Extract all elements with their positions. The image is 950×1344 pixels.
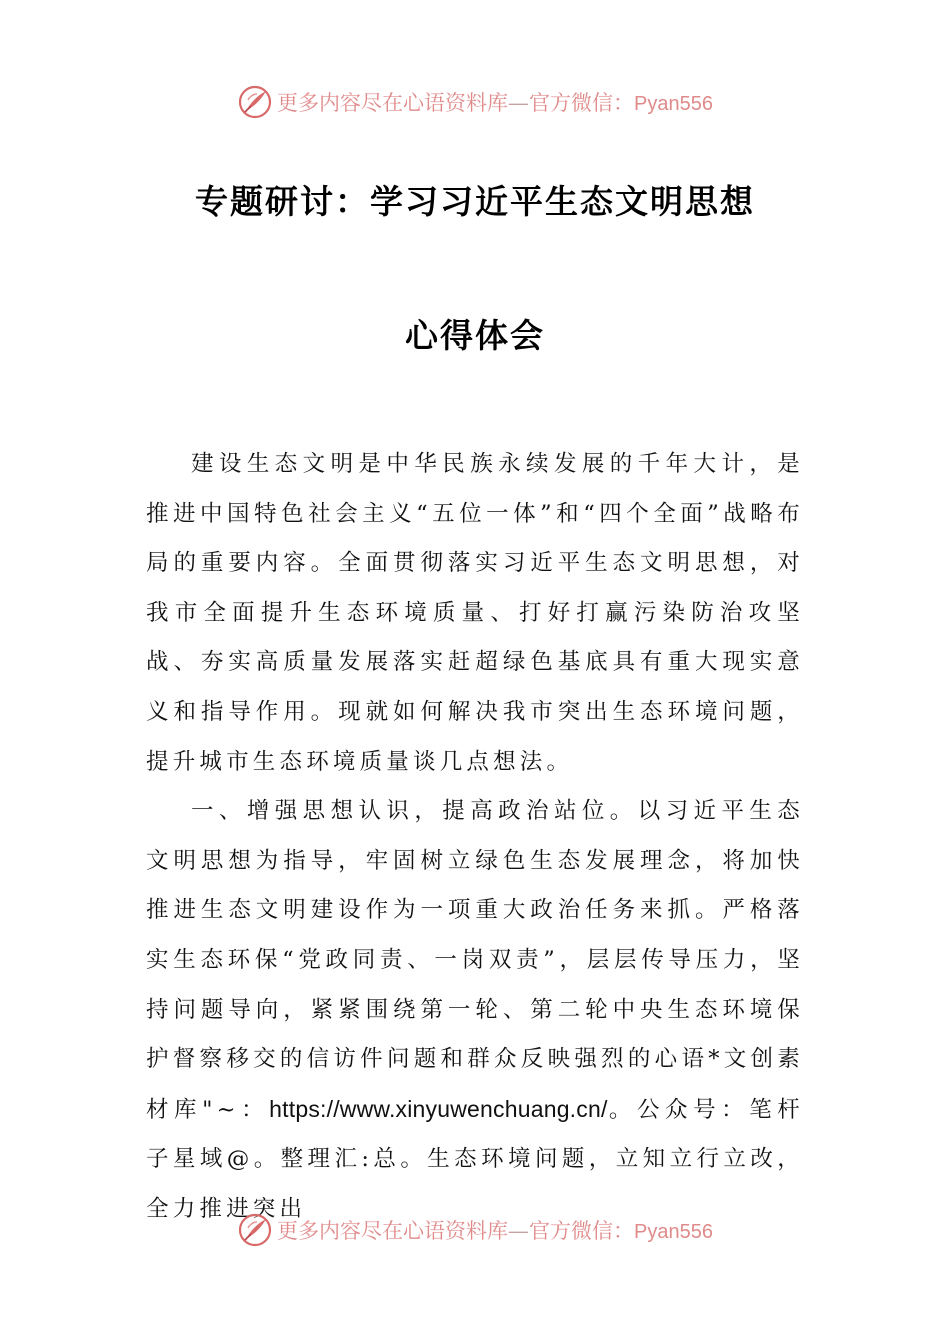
source-url-text: https://www.xinyuwenchuang.cn/ bbox=[269, 1095, 608, 1122]
quill-logo-icon bbox=[237, 84, 273, 120]
body-paragraph-2: 一、增强思想认识，提高政治站位。以习近平生态文明思想为指导，牢固树立绿色生态发展理念，将加快推进生态文明建设作为一项重大政治任务来抓。严格落实生态环保“党政同责、一岗双责”，层层传导压力，坚持问题导向，紧紧围绕第一轮、第二轮中央生态环境保护督察移交的信访件问题和群众反映强烈的心语*文创素材库"~：https://www.xinyuwenchuang.cn/。公众号：笔杆子星域@。整理汇:总。生态环境问题，立知立行立改，全力推进突出 bbox=[146, 798, 804, 1222]
footer-watermark-text: 更多内容尽在心语资料库—官方微信：Pyan556 bbox=[277, 1219, 713, 1243]
quill-logo-icon bbox=[237, 1212, 273, 1248]
footer-watermark-banner bbox=[0, 1208, 950, 1252]
document-title-line-1: 专题研讨：学习习近平生态文明思想 bbox=[195, 182, 755, 221]
document-body bbox=[146, 440, 804, 1235]
header-watermark-text: 更多内容尽在心语资料库—官方微信：Pyan556 bbox=[277, 91, 713, 115]
body-paragraph-1: 建设生态文明是中华民族永续发展的千年大计，是推进中国特色社会主义“五位一体”和“四个全面”战略布局的重要内容。全面贯彻落实习近平生态文明思想，对我市全面提升生态环境质量、打好打赢污染防治攻坚战、夯实高质量发展落实赶超绿色基底具有重大现实意义和指导作用。现就如何解决我市突出生态环境问题，提升城市生态环境质量谈几点想法。 bbox=[146, 451, 804, 775]
document-title-line-2: 心得体会 bbox=[405, 316, 545, 355]
header-watermark-banner bbox=[0, 80, 950, 124]
